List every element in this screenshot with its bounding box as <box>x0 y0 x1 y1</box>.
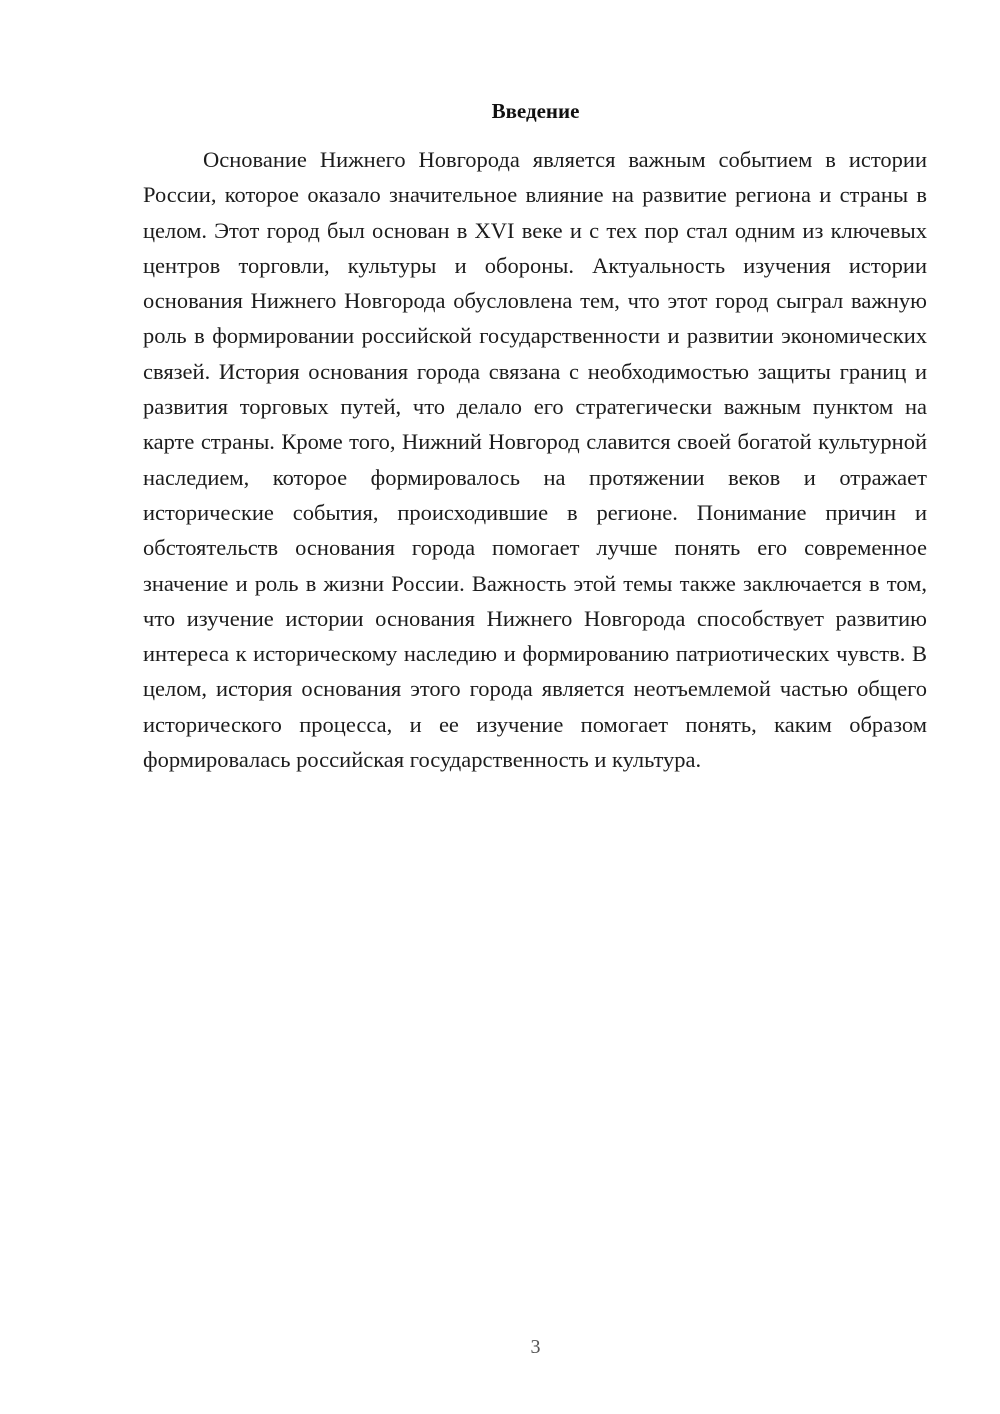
page-number: 3 <box>530 1336 541 1358</box>
section-heading: Введение <box>491 99 580 123</box>
body-paragraph: Основание Нижнего Новгорода является важным событием в истории России, которое оказало значительное влияние на развитие региона и страны в целом. Этот город был основан в XVI веке и с тех пор стал одним из ключевых центров торговли, культуры и обороны. Актуальность изучения истории основания Нижнего Новгорода обусловлена тем, что этот город сыграл важную роль в формировании российской государственности и развитии экономических связей. История основания города связана с необходимостью защиты границ и развития торговых путей, что делало его стратегически важным пунктом на карте страны. Кроме того, Нижний Новгород славится своей богатой культурной наследием, которое формировалось на протяжении веков и отражает исторические события, происходившие в регионе. Понимание причин и обстоятельств основания города помогает лучше понять его современное значение и роль в жизни России. Важность этой темы также заключается в том, что изучение истории основания Нижнего Новгорода способствует развитию интереса к историческому наследию и формированию патриотических чувств. В целом, история основания этого города является неотъемлемой частью общего исторического процесса, и ее изучение помогает понять, каким образом формировалась российская государственность и культура. <box>143 147 927 773</box>
